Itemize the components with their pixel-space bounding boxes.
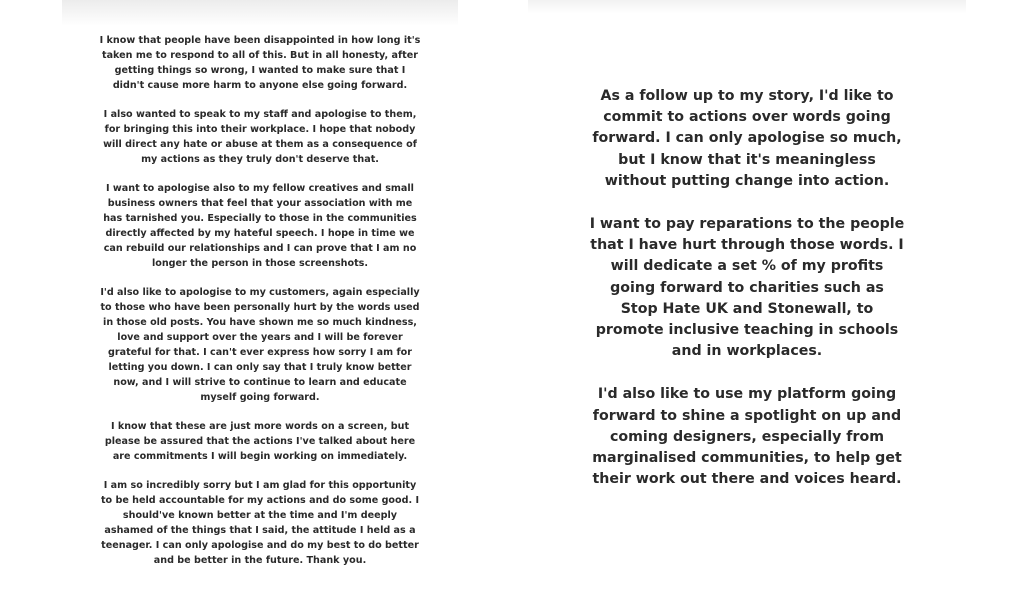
left-story-paragraph-2: I also wanted to speak to my staff and apologise to them, for bringing this into their workplace. I hope that nobody will direct any hate or abuse at them as a consequence of my actions as they truly don't deserve that. bbox=[103, 109, 417, 165]
right-story-paragraph-1: As a follow up to my story, I'd like to commit to actions over words going forward. I can only apologise so much, but I know that it's meaningless without putting change into action. bbox=[592, 88, 902, 189]
left-story-paragraph-6: I am so incredibly sorry but I am glad for this opportunity to be held accountable for my actions and do some good. I should've known better at the time and I'm deeply ashamed of the things that I said, the attitude I held as a teenager. I can only apologise and do my best to do better and be better in the future. Thank you. bbox=[100, 480, 420, 566]
left-story-top-shade bbox=[62, 0, 458, 26]
right-story-paragraph-2: I want to pay reparations to the people that I have hurt through those words. I will dedicate a set % of my profits going forward to charities such as Stop Hate UK and Stonewall, to promote inclusive teaching in schools and in workplaces. bbox=[589, 216, 905, 360]
left-story-paragraph-3: I want to apologise also to my fellow creatives and small business owners that feel that your association with me has tarnished you. Especially to those in the communities directly affected by my hateful speech. I hope in time we can rebuild our relationships and I can prove that I am no longer the person in those screenshots. bbox=[103, 183, 417, 269]
left-story-paragraph-1: I know that people have been disappointed in how long it's taken me to respond to all of this. But in all honesty, after getting things so wrong, I wanted to make sure that I didn't cause more harm to anyone else going forward. bbox=[99, 35, 421, 91]
left-story-panel bbox=[62, 0, 458, 593]
right-story-paragraph-3: I'd also like to use my platform going forward to shine a spotlight on up and coming designers, especially from marginalised communities, to help get their work out there and voices heard. bbox=[592, 386, 902, 488]
right-story-panel bbox=[528, 0, 966, 593]
left-story-paragraph-5: I know that these are just more words on a screen, but please be assured that the actions I've talked about here are commitments I will begin working on immediately. bbox=[104, 420, 416, 462]
left-story-paragraph-4: I'd also like to apologise to my customers, again especially to those who have been personally hurt by the words used in those old posts. You have shown me so much kindness, love and support over the years and I will be forever grateful for that. I can't ever express how sorry I am for letting you down. I can only say that I truly know better now, and I will strive to continue to learn and educate myself going forward. bbox=[100, 287, 420, 403]
right-story-top-shade bbox=[528, 0, 966, 14]
